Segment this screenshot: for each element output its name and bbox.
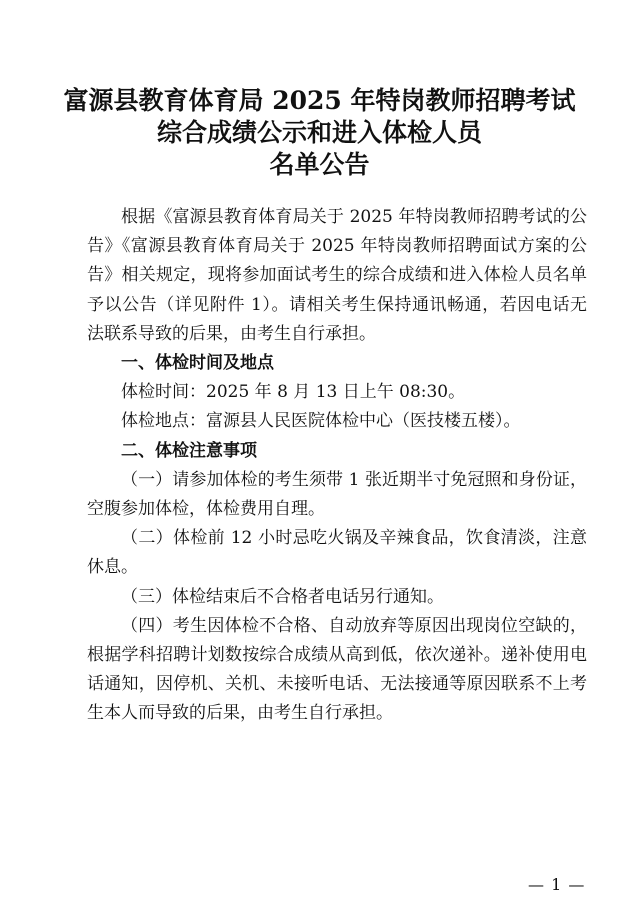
notice-item-1: （一）请参加体检的考生须带 1 张近期半寸免冠照和身份证，空腹参加体检，体检费用自理。 xyxy=(87,469,587,520)
document-title-line-1: 富源县教育体育局 2025 年特岗教师招聘考试 xyxy=(63,86,576,115)
section-1-heading: 一、体检时间及地点 xyxy=(121,353,274,374)
exam-place: 体检地点：富源县人民医院体检中心（医技楼五楼）。 xyxy=(121,411,521,432)
section-2-heading: 二、体检注意事项 xyxy=(121,440,257,461)
document-body xyxy=(87,203,587,729)
notice-item-4: （四）考生因体检不合格、自动放弃等原因出现岗位空缺的，根据学科招聘计划数按综合成绩从高到低，依次递补。递补使用电话通知，因停机、关机、未接听电话、无法接通等原因联系不上考生本人而导致的后果，由考生自行承担。 xyxy=(87,615,587,724)
exam-time: 体检时间：2025 年 8 月 13 日上午 08:30。 xyxy=(121,382,466,403)
document-title-line-2: 综合成绩公示和进入体检人员 xyxy=(156,118,482,147)
notice-item-2: （二）体检前 12 小时忌吃火锅及辛辣食品，饮食清淡，注意休息。 xyxy=(87,528,587,578)
page-number: — 1 — xyxy=(528,875,586,894)
notice-item-3: （三）体检结束后不合格者电话另行通知。 xyxy=(121,586,444,607)
document-title-line-3: 名单公告 xyxy=(269,150,370,179)
intro-paragraph: 根据《富源县教育体育局关于 2025 年特岗教师招聘考试的公告》《富源县教育体育局关于 2025 年特岗教师招聘面试方案的公告》相关规定，现将参加面试考生的综合成绩和进入体检人员名单予以公告（详见附件 1）。请相关考生保持通讯畅通，若因电话无法联系导致的后果，由考生自行承担。 xyxy=(87,207,587,344)
